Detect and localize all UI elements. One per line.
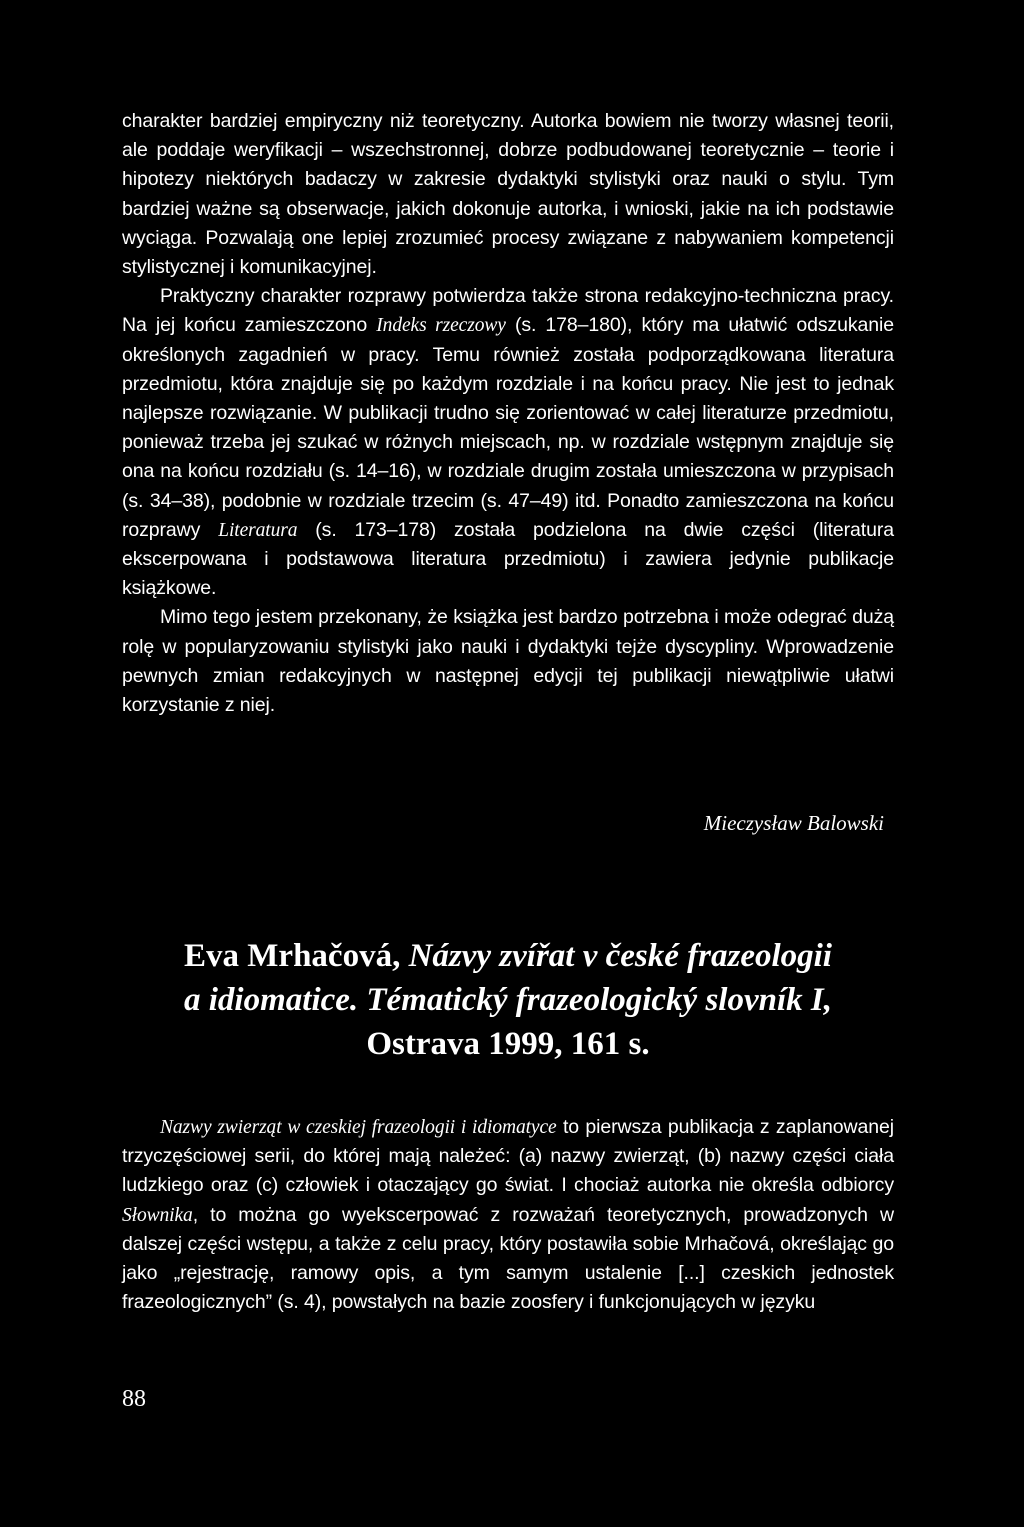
heading-title-cont: a idiomatice. Tématický frazeologický slovník I, bbox=[184, 982, 832, 1018]
heading-author: Eva Mrhačová, bbox=[184, 938, 409, 974]
text-run: (s. 178–180), który ma ułatwić odszukanie określonych zagadnień w pracy. Temu również została podporządkowana literatura przedmiotu, która znajduje się po każdym rozdziale i na końcu pracy. Nie jest to jednak najlepsze rozwiązanie. W publikacji trudno się zorientować w całej literaturze przedmiotu, ponieważ trzeba jej szukać w różnych miejscach, np. w rozdziale wstępnym znajduje się ona na końcu rozdziału (s. 14–16), w rozdziale drugim została umieszczona w przypisach (s. 34–38), podobnie w rozdziale trzecim (s. 47–49) itd. Ponadto zamieszczona na końcu rozprawy bbox=[122, 314, 895, 541]
paragraph bbox=[122, 1113, 894, 1317]
review-body-2 bbox=[122, 1113, 894, 1317]
italic-title: Indeks rzeczowy bbox=[376, 315, 506, 337]
heading-title: Názvy zvířat v české frazeologii bbox=[408, 938, 832, 974]
text-run: to pierwsza publikacja z zaplanowanej trzyczęściowej serii, do której mają należeć: (a) nazwy zwierząt, (b) nazwy części ciała ludzkiego oraz (c) człowiek i otaczający go świat. I chociaż autorka nie określa odbiorcy bbox=[122, 1116, 894, 1197]
paragraph: Mimo tego jestem przekonany, że książka jest bardzo potrzebna i może odegrać dużą rolę w popularyzowaniu stylistyki jako nauki i dydaktyki tejże dyscypliny. Wprowadzenie pewnych zmian redakcyjnych w następnej edycji tej publikacji niewątpliwie ułatwi korzystanie z niej. bbox=[122, 606, 894, 717]
review-heading bbox=[122, 934, 894, 1066]
paragraph bbox=[122, 282, 894, 603]
italic-title: Słownika bbox=[122, 1204, 193, 1226]
author-signature: Mieczysław Balowski bbox=[703, 811, 884, 835]
text-run: (s. 173–178) została podzielona na dwie części (literatura ekscerpowana i podstawowa literatura przedmiotu) i zawiera jedynie publikacje książkowe. bbox=[122, 518, 894, 600]
review-body bbox=[122, 107, 894, 720]
page-number: 88 bbox=[122, 1386, 146, 1412]
italic-title: Nazwy zwierząt w czeskiej frazeologii i idiomatyce bbox=[160, 1117, 557, 1138]
paragraph: charakter bardziej empiryczny niż teoretyczny. Autorka bowiem nie tworzy własnej teorii, ale poddaje weryfikacji – wszechstronnej, dobrze podbudowanej teoretycznie – teorie i hipotezy niektórych badaczy w zakresie dydaktyki stylistyki oraz nauki o stylu. Tym bardziej ważne są obserwacje, jakich dokonuje autorka, i wnioski, jakie na ich podstawie wyciąga. Pozwalają one lepiej zrozumieć procesy związane z nabywaniem kompetencji stylistycznej i komunikacyjnej. bbox=[122, 110, 894, 279]
heading-line bbox=[122, 934, 894, 978]
heading-publication: Ostrava 1999, 161 s. bbox=[366, 1026, 650, 1062]
text-run: , to można go wyekscerpować z rozważań teoretycznych, prowadzonych w dalszej części wstępu, a także z celu pracy, który postawiła sobie Mrhačová, określając go jako „rejestrację, ramowy opis, a tym samym ustalenie [...] czeskich jednostek frazeologicznych” (s. 4), powstałych na bazie zoosfery i funkcjonujących w języku bbox=[122, 1203, 894, 1314]
text-run: Praktyczny charakter rozprawy potwierdza także strona redakcyjno-techniczna pracy. Na jej końcu zamieszczono bbox=[122, 285, 894, 337]
italic-title: Literatura bbox=[218, 519, 298, 541]
